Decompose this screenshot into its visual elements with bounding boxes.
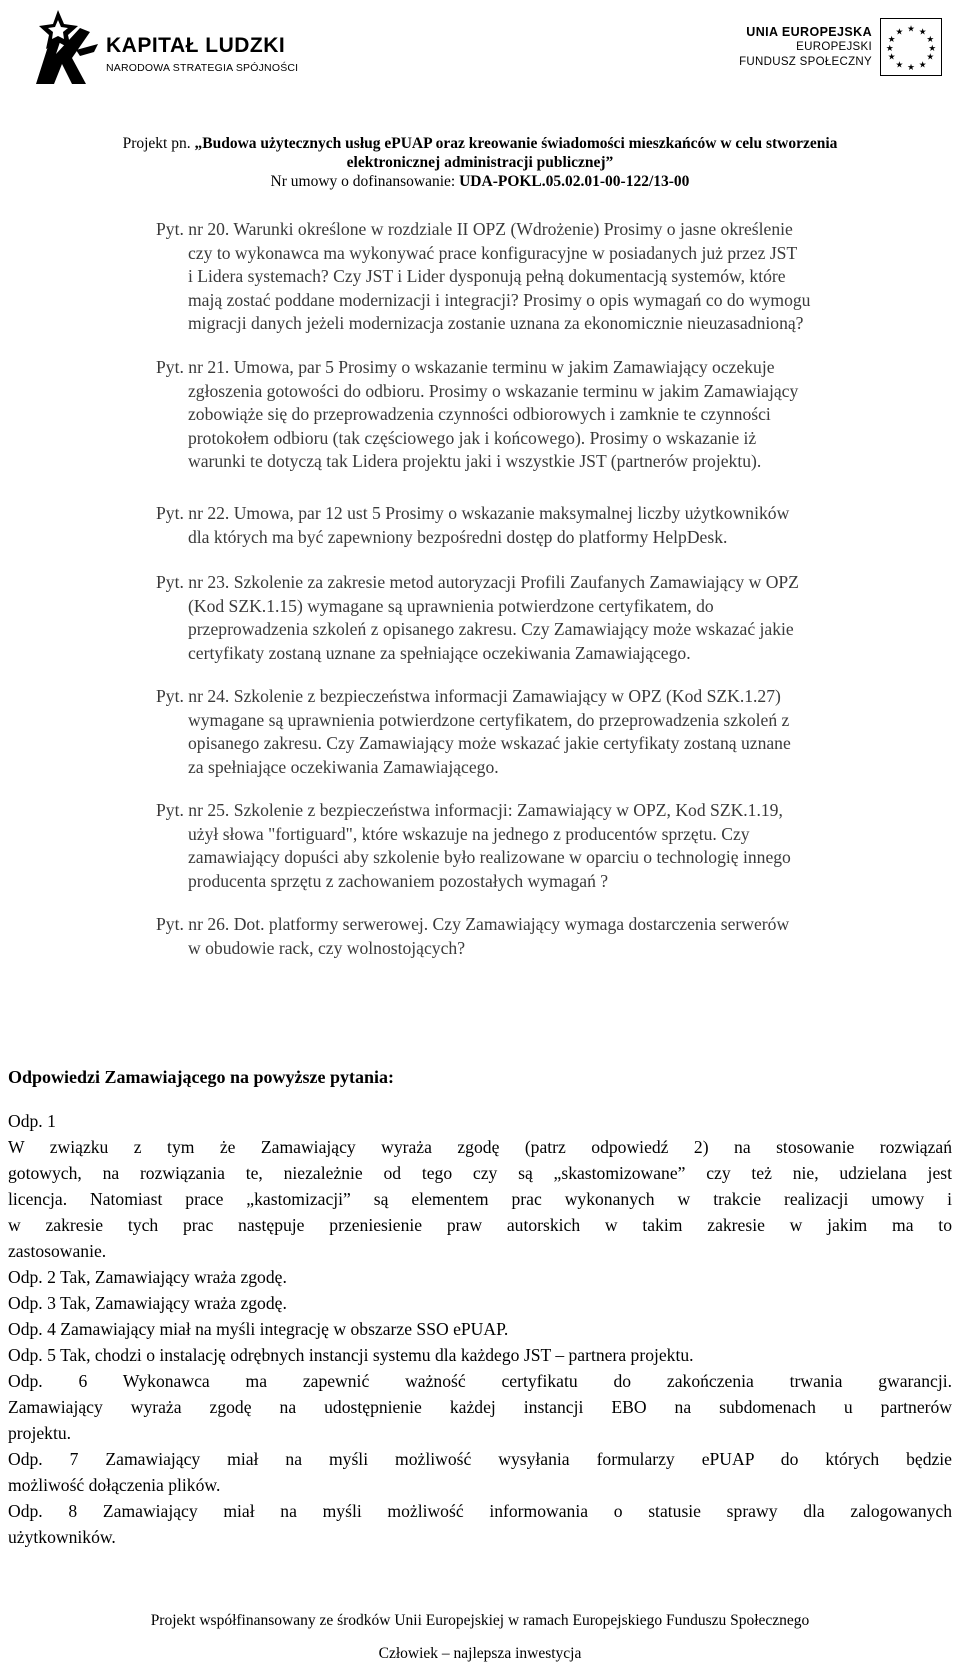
question-first-line: Pyt. nr 22. Umowa, par 12 ust 5 Prosimy o wskazanie maksymalnej liczby użytkowników: [156, 503, 790, 523]
kapital-ludzki-emblem-icon: [28, 6, 104, 86]
svg-text:★: ★: [895, 60, 904, 71]
eu-flag-icon: [880, 18, 942, 76]
question-line: warunki te dotyczą tak Lidera projektu jaki i wszystkie JST (partnerów projektu).: [188, 451, 762, 471]
question-first-line: Pyt. nr 23. Szkolenie za zakresie metod autoryzacji Profili Zaufanych Zamawiający w OPZ: [156, 572, 799, 592]
question-line: i Lidera systemach? Czy JST i Lider dysponują pełną dokumentacją systemów, które: [188, 266, 786, 286]
answers-heading: Odpowiedzi Zamawiającego na powyższe pytania:: [8, 1067, 394, 1087]
project-title-line: [0, 134, 960, 153]
eu-union-label: UNIA EUROPEJSKA: [746, 25, 872, 39]
answer-line: W związku z tym że Zamawiający wyraża zgodę (patrz odpowiedź 2) na stosowanie rozwiązań: [8, 1137, 952, 1157]
question-first-line: Pyt. nr 21. Umowa, par 5 Prosimy o wskazanie terminu w jakim Zamawiający oczekuje: [156, 357, 775, 377]
question-line: w obudowie rack, czy wolnostojących?: [188, 937, 466, 958]
answers-body: [8, 1108, 952, 1550]
svg-text:★: ★: [918, 60, 927, 71]
answer-line: użytkowników.: [8, 1527, 116, 1547]
question-line: opisanego zakresu. Czy Zamawiający może wskazać jakie certyfikaty zostaną uznane: [188, 733, 791, 753]
answer-line: zastosowanie.: [8, 1241, 107, 1261]
svg-text:★: ★: [907, 63, 915, 74]
question-item: [156, 218, 810, 336]
question-item: [156, 685, 791, 779]
project-prefix: Projekt pn.: [122, 135, 195, 152]
kapital-ludzki-logo: [28, 6, 338, 86]
question-line: dla których ma być zapewniony bezpośredni dostęp do platformy HelpDesk.: [188, 526, 728, 547]
project-title-cont: elektronicznej administracji publicznej”: [346, 154, 614, 171]
answer-line: licencja. Natomiast prace „kastomizacji” są elementem prac wykonanych w trakcie realizacji umowy i: [8, 1189, 952, 1209]
question-line: czy to wykonawca ma wykonywać prace konfiguracyjne w posiadanych już przez JST: [188, 242, 798, 263]
question-line: mają zostać poddane modernizacji i integracji? Prosimy o opis wymagań co do wymogu: [188, 289, 811, 310]
project-title: „Budowa użytecznych usług ePUAP oraz kreowanie świadomości mieszkańców w celu stworzenia: [194, 135, 838, 152]
contract-label: Nr umowy o dofinansowanie:: [270, 173, 460, 190]
answer-line: Odp. 2 Tak, Zamawiający wraża zgodę.: [8, 1267, 287, 1287]
svg-text:★: ★: [885, 43, 894, 54]
question-item: [156, 356, 798, 474]
svg-text:★: ★: [887, 35, 896, 46]
answer-line: Odp. 8 Zamawiający miał na myśli możliwość informowania o statusie sprawy dla zalogowanych: [8, 1501, 952, 1521]
svg-text:★: ★: [895, 27, 904, 38]
question-line: wymagane są uprawnienia potwierdzone certyfikatem, do przeprowadzenia szkoleń z: [188, 709, 790, 730]
svg-text:★: ★: [926, 35, 935, 46]
answer-line: Odp. 5 Tak, chodzi o instalację odrębnych instancji systemu dla każdego JST – partnera projektu.: [8, 1345, 694, 1365]
svg-text:★: ★: [907, 24, 915, 35]
question-item: [156, 571, 799, 665]
question-item: [156, 913, 789, 960]
svg-text:★: ★: [928, 43, 937, 54]
question-item: [156, 799, 791, 893]
question-line: zgłoszenia gotowości do odbioru. Prosimy o wskazanie terminu w jakim Zamawiający: [188, 380, 799, 401]
question-line: użył słowa "fortiguard", które wskazuje na jednego z producentów sprzętu. Czy: [188, 823, 750, 844]
question-line: za spełniające oczekiwania Zamawiającego.: [188, 756, 499, 777]
answer-line: projektu.: [8, 1423, 72, 1443]
question-line: migracji danych jeżeli modernizacja zostanie uznana za ekonomicznie nieuzasadnioną?: [188, 313, 804, 333]
question-line: zamawiający dopuści aby szkolenie było realizowane w oparciu o technologię innego: [188, 847, 791, 867]
svg-text:★: ★: [918, 27, 927, 38]
question-line: producenta sprzętu z zachowaniem pozostałych wymagań ?: [188, 870, 609, 891]
answer-line: możliwość dołączenia plików.: [8, 1475, 221, 1495]
contract-number: UDA-POKL.05.02.01-00-122/13-00: [459, 173, 690, 190]
answer-line: Odp. 3 Tak, Zamawiający wraża zgodę.: [8, 1293, 287, 1313]
question-first-line: Pyt. nr 24. Szkolenie z bezpieczeństwa informacji Zamawiający w OPZ (Kod SZK.1.27): [156, 686, 781, 706]
question-line: certyfikaty zostaną uznane za spełniające oczekiwania Zamawiającego.: [188, 642, 691, 663]
eu-text-block: [739, 24, 872, 70]
question-first-line: Pyt. nr 26. Dot. platformy serwerowej. Czy Zamawiający wymaga dostarczenia serwerów: [156, 914, 790, 934]
svg-text:★: ★: [887, 52, 896, 63]
question-line: (Kod SZK.1.15) wymagane są uprawnienia potwierdzone certyfikatem, do: [188, 595, 714, 616]
question-line: przeprowadzenia szkoleń z opisanego zakresu. Czy Zamawiający może wskazać jakie: [188, 619, 794, 639]
kapital-ludzki-title: KAPITAŁ LUDZKI: [106, 34, 286, 57]
question-first-line: Pyt. nr 25. Szkolenie z bezpieczeństwa informacji: Zamawiający w OPZ, Kod SZK.1.19,: [156, 800, 783, 820]
answer-line: Odp. 6 Wykonawca ma zapewnić ważność certyfikatu do zakończenia trwania gwarancji.: [8, 1371, 952, 1391]
question-first-line: Pyt. nr 20. Warunki określone w rozdziale II OPZ (Wdrożenie) Prosimy o jasne określenie: [156, 219, 793, 239]
footer-funding-note: Projekt współfinansowany ze środków Unii Europejskiej w ramach Europejskiego Funduszu Społecznego: [150, 1612, 810, 1629]
answer-line: Zamawiający wyraża zgodę na udostępnienie każdej instancji EBO na subdomenach u partnerów: [8, 1397, 952, 1417]
footer-slogan: Człowiek – najlepsza inwestycja: [378, 1645, 582, 1662]
answer-line: w zakresie tych prac następuje przeniesienie praw autorskich w takim zakresie w jakim ma to: [8, 1215, 952, 1235]
question-item: [156, 502, 789, 549]
kapital-ludzki-subtitle: NARODOWA STRATEGIA SPÓJNOŚCI: [106, 62, 299, 74]
svg-text:★: ★: [926, 52, 935, 63]
question-line: protokołem odbioru (tak częściowego jak i końcowego). Prosimy o wskazanie iż: [188, 427, 757, 448]
answer-line: Odp. 1: [8, 1111, 56, 1131]
answer-line: gotowych, na rozwiązania te, niezależnie od tego czy są „skastomizowane” czy też nie, udzielana jest: [8, 1163, 952, 1183]
eu-fund-label-1: EUROPEJSKI: [796, 41, 872, 53]
answer-line: Odp. 7 Zamawiający miał na myśli możliwość wysyłania formularzy ePUAP do których będzie: [8, 1449, 952, 1469]
project-header: [0, 134, 960, 191]
eu-fund-label-2: FUNDUSZ SPOŁECZNY: [739, 56, 872, 68]
eu-efs-logo: [692, 18, 942, 80]
answer-line: Odp. 4 Zamawiający miał na myśli integrację w obszarze SSO ePUAP.: [8, 1319, 509, 1339]
contract-number-line: [0, 172, 960, 191]
question-line: zobowiąże się do przeprowadzenia czynności odbiorowych i zamknie te czynności: [188, 404, 771, 424]
